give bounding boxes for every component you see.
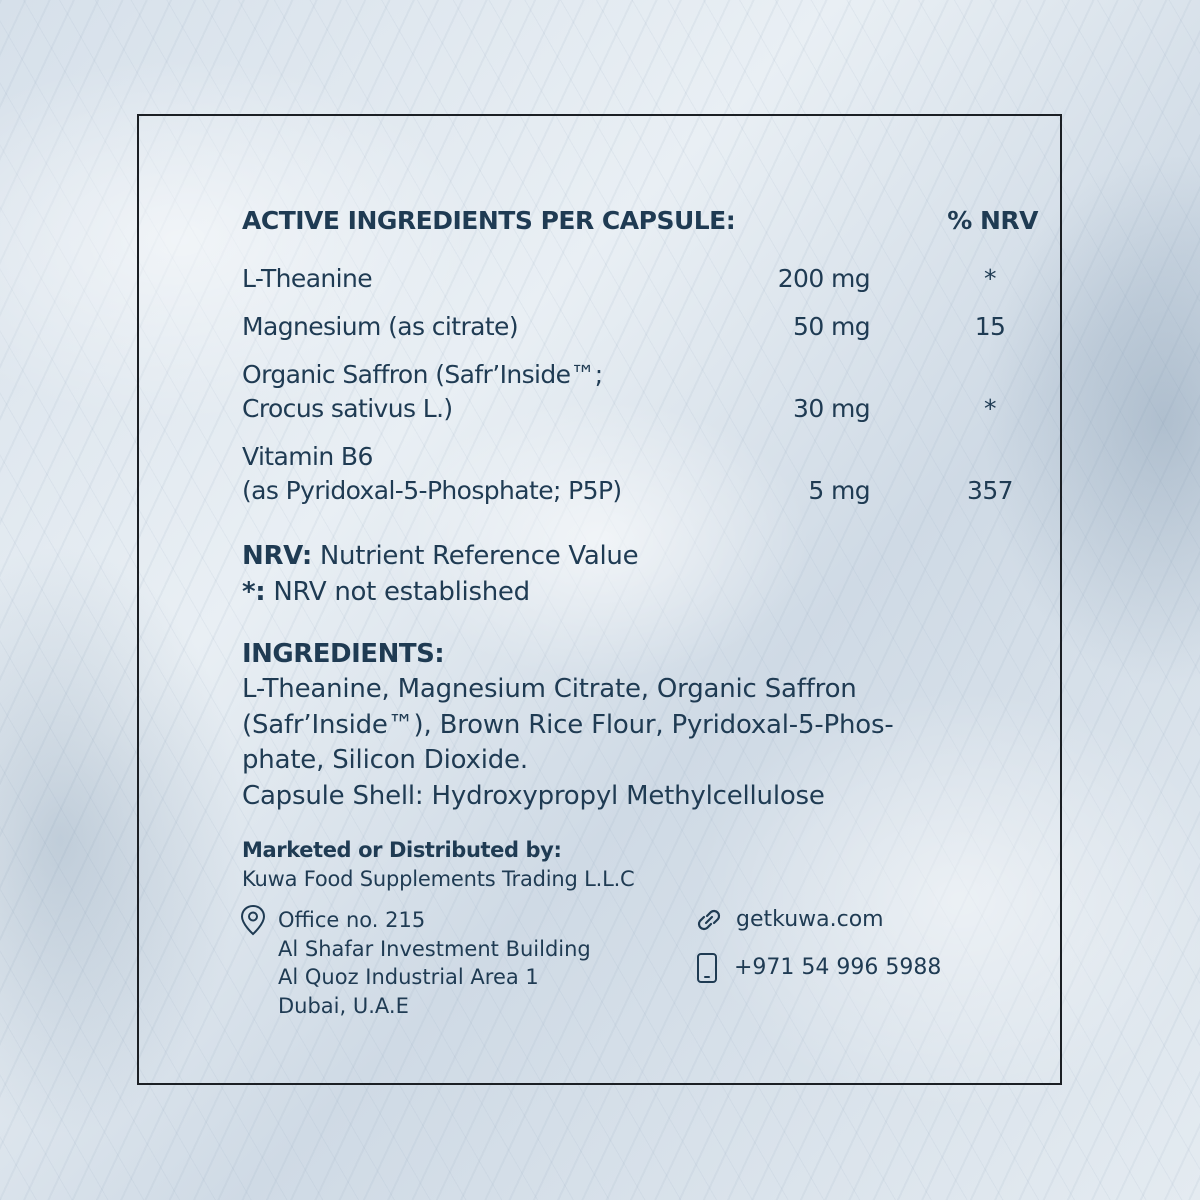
ingredient-amount: 30 mg — [793, 394, 870, 423]
distributor-company: Kuwa Food Supplements Trading L.L.C — [242, 867, 635, 891]
ingredient-name-line: Vitamin B6 — [242, 442, 373, 471]
active-ingredients-title: ACTIVE INGREDIENTS PER CAPSULE: — [242, 206, 736, 235]
address-lines — [278, 906, 591, 1020]
ingredient-name-line: Magnesium (as citrate) — [242, 312, 518, 341]
nrv-legend-text: Nutrient Reference Value — [311, 541, 639, 571]
ingredient-name — [242, 358, 762, 426]
ingredient-amount: 50 mg — [793, 312, 870, 341]
ingredient-row — [242, 262, 1042, 296]
distributor-title: Marketed or Distributed by: — [242, 838, 562, 862]
ingredient-name — [242, 440, 762, 508]
capsule-shell-line: Capsule Shell: Hydroxypropyl Methylcellulose — [242, 780, 825, 811]
address-line: Al Quoz Industrial Area 1 — [278, 965, 539, 989]
ingredient-nrv: * — [984, 264, 996, 293]
active-ingredients-table — [242, 262, 1042, 508]
ingredient-name-line: L-Theanine — [242, 264, 373, 293]
ingredient-row — [242, 440, 1042, 508]
address-line: Al Shafar Investment Building — [278, 936, 591, 961]
link-icon — [692, 904, 726, 940]
ingredient-name — [242, 310, 762, 344]
star-legend-key: *: — [242, 577, 266, 607]
phone-number[interactable]: +971 54 996 5988 — [734, 955, 942, 980]
ingredient-nrv: * — [984, 394, 996, 423]
contact-block — [242, 906, 1042, 1026]
ingredient-name-line: Organic Saffron (Safr’Inside™; — [242, 360, 603, 389]
website-link[interactable]: getkuwa.com — [736, 907, 884, 932]
ingredient-name-line: Crocus sativus L.) — [242, 394, 453, 423]
ingredient-row — [242, 358, 1042, 426]
ingredient-name-line: (as Pyridoxal-5-Phosphate; P5P) — [242, 476, 622, 505]
star-legend-text: NRV not established — [265, 577, 530, 607]
location-pin-icon — [238, 904, 268, 940]
active-ingredients-header — [242, 200, 1042, 250]
ingredients-title: INGREDIENTS: — [242, 639, 445, 669]
mobile-phone-icon — [696, 952, 718, 988]
nrv-legend — [242, 538, 1042, 610]
ingredient-amount: 5 mg — [808, 476, 870, 505]
ingredient-name — [242, 262, 762, 296]
star-legend-line — [242, 574, 1042, 610]
address-line: Office no. 215 — [278, 908, 426, 932]
nrv-legend-key: NRV: — [242, 541, 312, 571]
ingredients-line: phate, Silicon Dioxide. — [242, 745, 528, 775]
ingredient-row — [242, 310, 1042, 344]
label-content — [242, 200, 1042, 1026]
ingredient-nrv: 357 — [967, 476, 1013, 505]
ingredient-amount: 200 mg — [777, 264, 870, 293]
address-line: Dubai, U.A.E — [278, 993, 409, 1018]
ingredient-nrv: 15 — [974, 312, 1006, 341]
nrv-column-heading: % NRV — [947, 206, 1038, 235]
ingredients-line: L-Theanine, Magnesium Citrate, Organic Saffron — [242, 674, 857, 704]
ingredients-line: (Safr’Inside™), Brown Rice Flour, Pyridoxal-5-Phos- — [242, 709, 894, 740]
nrv-legend-line — [242, 538, 1042, 574]
ingredients-list — [242, 672, 1002, 814]
